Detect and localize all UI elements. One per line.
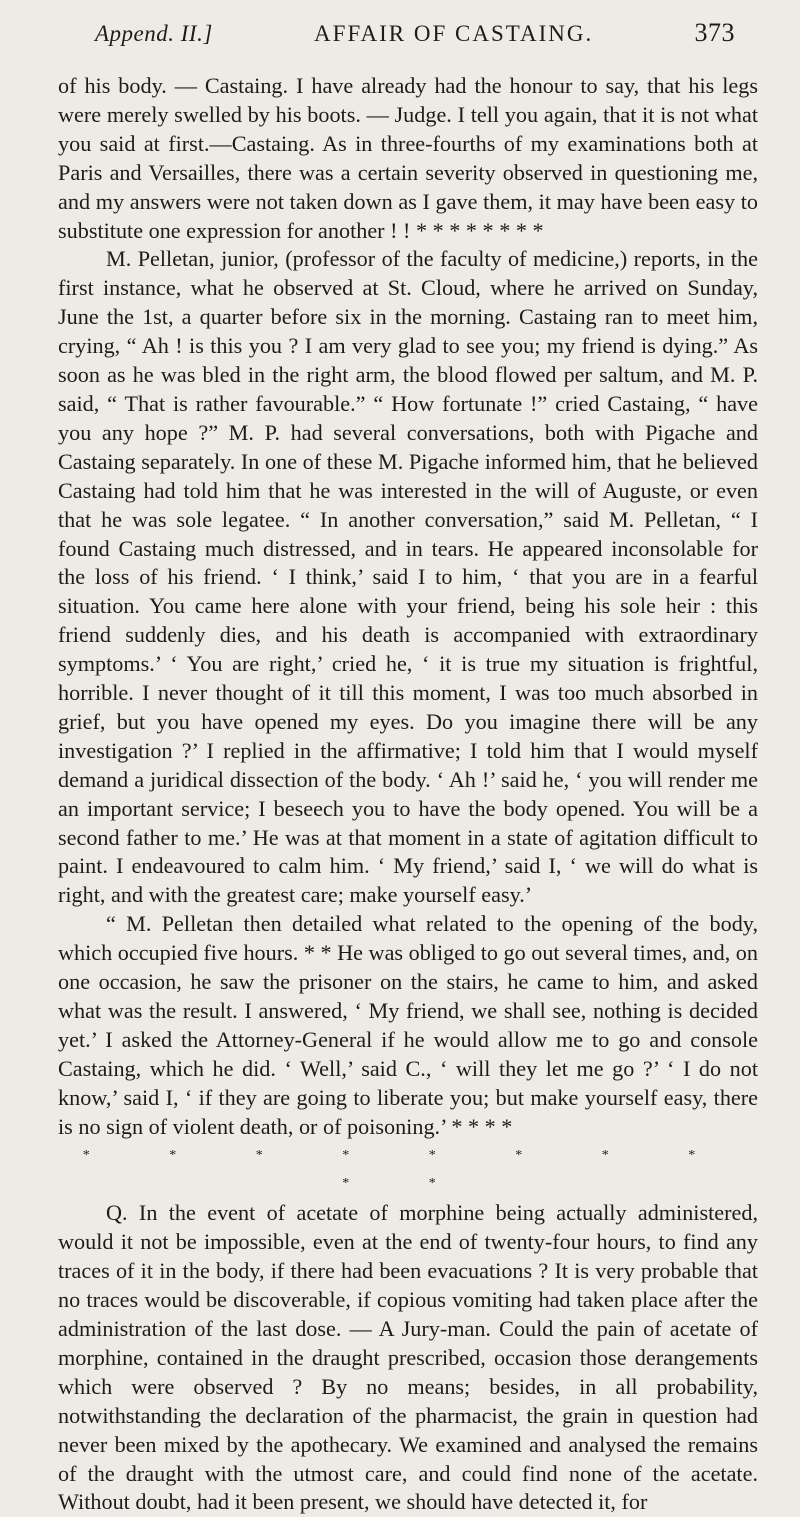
page-body (58, 72, 758, 1517)
page-number: 373 (694, 18, 735, 47)
running-header (95, 18, 735, 48)
header-title: AFFAIR OF CASTAING. (314, 21, 594, 46)
paragraph-4: Q. In the event of acetate of morphine being actually administered, would it not be impossible, even at the end of twenty-four hours, to find any traces of it in the body, if there had been evacuations ? It is very probable that no traces would be discoverable, if copious vomiting had taken place after the administration of the last dose. — A Jury-man. Could the pain of acetate of morphine, contained in the draught prescribed, occasion those derangements which were observed ? By no means; besides, in all probability, notwithstanding the declaration of the pharmacist, the grain in question had never been mixed by the apothecary. We examined and analysed the remains of the draught with the utmost care, and could find none of the acetate. Without doubt, had it been present, we should have detected it, for (58, 1200, 758, 1515)
paragraph-1: of his body. — Castaing. I have already had the honour to say, that his legs were merely swelled by his boots. — Judge. I tell you again, that it is not what you said at first.—Castaing. As in three-fourths of my examinations both at Paris and Versailles, there was a certain severity observed in questioning me, and my answers were not taken down as I gave them, it may have been easy to substitute one expression for another ! ! * * * * * * * * (58, 73, 758, 243)
paragraph-3: “ M. Pelletan then detailed what related to the opening of the body, which occupied five hours. * * He was obliged to go out several times, and, on one occasion, he saw the prisoner on the stairs, he came to him, and asked what was the result. I answered, ‘ My friend, we shall see, nothing is decided yet.’ I asked the Attorney-General if he would allow me to go and console Castaing, which he did. ‘ Well,’ said C., ‘ will they let me go ?’ ‘ I do not know,’ said I, ‘ if they are going to liberate you; but make yourself easy, there is no sign of violent death, or of poisoning.’ * * * * (58, 911, 758, 1139)
header-appendix: Append. II.] (95, 21, 213, 46)
asterism-row: * * * * * * * * * * (82, 1147, 734, 1192)
paragraph-2: M. Pelletan, junior, (professor of the faculty of medicine,) reports, in the first instance, what he observed at St. Cloud, where he arrived on Sunday, June the 1st, a quarter before six in the morning. Castaing ran to meet him, crying, “ Ah ! is this you ? I am very glad to see you; my friend is dying.” As soon as he was bled in the right arm, the blood flowed per saltum, and M. P. said, “ That is rather favourable.” “ How fortunate !” cried Castaing, “ have you any hope ?” M. P. had several conversations, both with Pigache and Castaing separately. In one of these M. Pigache informed him, that he believed Castaing had told him that he was interested in the will of Auguste, or even that he was sole legatee. “ In another conversation,” said M. Pelletan, “ I found Castaing much distressed, and in tears. He appeared inconsolable for the loss of his friend. ‘ I think,’ said I to him, ‘ that you are in a fearful situation. You came here alone with your friend, being his sole heir : this friend suddenly dies, and his death is accompanied with extraordinary symptoms.’ ‘ You are right,’ cried he, ‘ it is true my situation is frightful, horrible. I never thought of it till this moment, I was too much absorbed in grief, but you have opened my eyes. Do you imagine there will be any investigation ?’ I replied in the affirmative; I told him that I would myself demand a juridical dissection of the body. ‘ Ah !’ said he, ‘ you will render me an important service; I beseech you to have the body opened. You will be a second father to me.’ He was at that moment in a state of agitation difficult to paint. I endeavoured to calm him. ‘ My friend,’ said I, ‘ we will do what is right, and with the greatest care; make yourself easy.’ (58, 246, 758, 908)
